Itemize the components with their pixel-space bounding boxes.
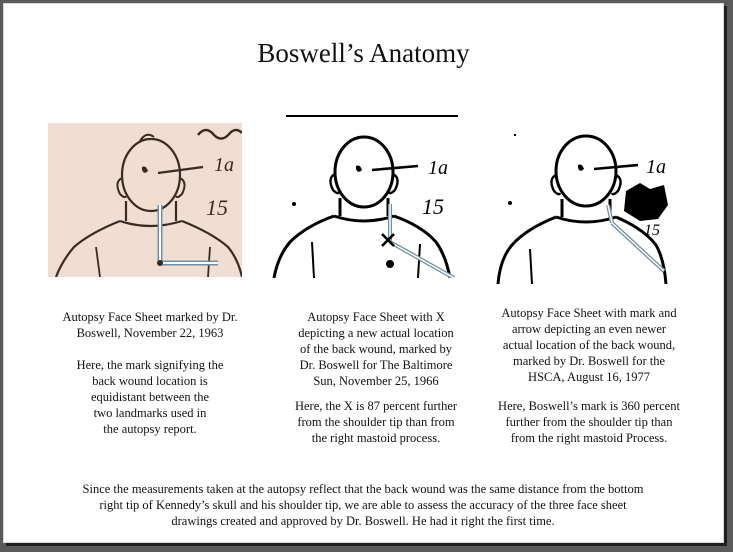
- handwriting-1a: 1a: [214, 154, 234, 176]
- caption-line: from the right mastoid Process.: [510, 431, 668, 445]
- caption-line: equidistant between the: [90, 390, 210, 404]
- caption-line: HSCA, August 16, 1977: [528, 370, 650, 384]
- caption-line: depicting a new actual location: [298, 326, 454, 340]
- summary-paragraph: [40, 481, 686, 529]
- handwriting-1a: 1a: [646, 156, 666, 178]
- caption-line: arrow depicting an even newer: [511, 322, 667, 336]
- caption-line: the autopsy report.: [103, 422, 197, 436]
- face-sheet-1966-image: [272, 112, 458, 278]
- face-sheet-1963-image: [48, 123, 242, 277]
- summary-line: right tip of Kennedy’s skull and his shoulder tip, we are able to assess the accuracy of the three face sheet: [99, 498, 627, 512]
- summary-line: Since the measurements taken at the autopsy reflect that the back wound was the same distance from the bottom: [82, 482, 644, 496]
- handwriting-15: 15: [206, 195, 228, 220]
- summary-line: drawings created and approved by Dr. Boswell. He had it right the first time.: [171, 514, 555, 528]
- caption-line: Dr. Boswell for The Baltimore: [299, 358, 453, 372]
- handwriting-1a: 1a: [428, 157, 448, 179]
- caption-line: back wound location is: [92, 374, 208, 388]
- face-sheet-1977-image: [486, 119, 668, 284]
- slide: [3, 3, 724, 543]
- face-sheet-1977-drawing: [486, 119, 668, 284]
- caption-line: Autopsy Face Sheet marked by Dr.: [62, 310, 238, 324]
- caption-line: marked by Dr. Boswell for the: [512, 354, 666, 368]
- caption-line: actual location of the back wound,: [502, 338, 676, 352]
- face-sheet-1966-drawing: [272, 112, 458, 278]
- caption-line: further from the shoulder tip than: [505, 415, 673, 429]
- caption-line: Autopsy Face Sheet with X: [307, 310, 445, 324]
- caption-1963: [34, 309, 266, 437]
- caption-line: Here, the X is 87 percent further: [294, 399, 458, 413]
- caption-line: Sun, November 25, 1966: [313, 374, 439, 388]
- caption-1977: [484, 305, 694, 446]
- slide-title: Boswell’s Anatomy: [257, 38, 470, 68]
- caption-line: Here, Boswell’s mark is 360 percent: [498, 399, 680, 413]
- caption-line: from the shoulder tip than from: [297, 415, 455, 429]
- caption-line: of the back wound, marked by: [299, 342, 453, 356]
- caption-line: the right mastoid process.: [311, 431, 441, 445]
- caption-line: two landmarks used in: [93, 406, 207, 420]
- caption-line: Boswell, November 22, 1963: [76, 326, 224, 340]
- caption-line: Autopsy Face Sheet with mark and: [501, 306, 677, 320]
- caption-1966: [266, 309, 486, 446]
- face-sheet-1963-drawing: [48, 123, 242, 277]
- caption-line: Here, the mark signifying the: [76, 358, 224, 372]
- handwriting-15: 15: [422, 194, 444, 219]
- handwriting-15: 15: [644, 222, 660, 239]
